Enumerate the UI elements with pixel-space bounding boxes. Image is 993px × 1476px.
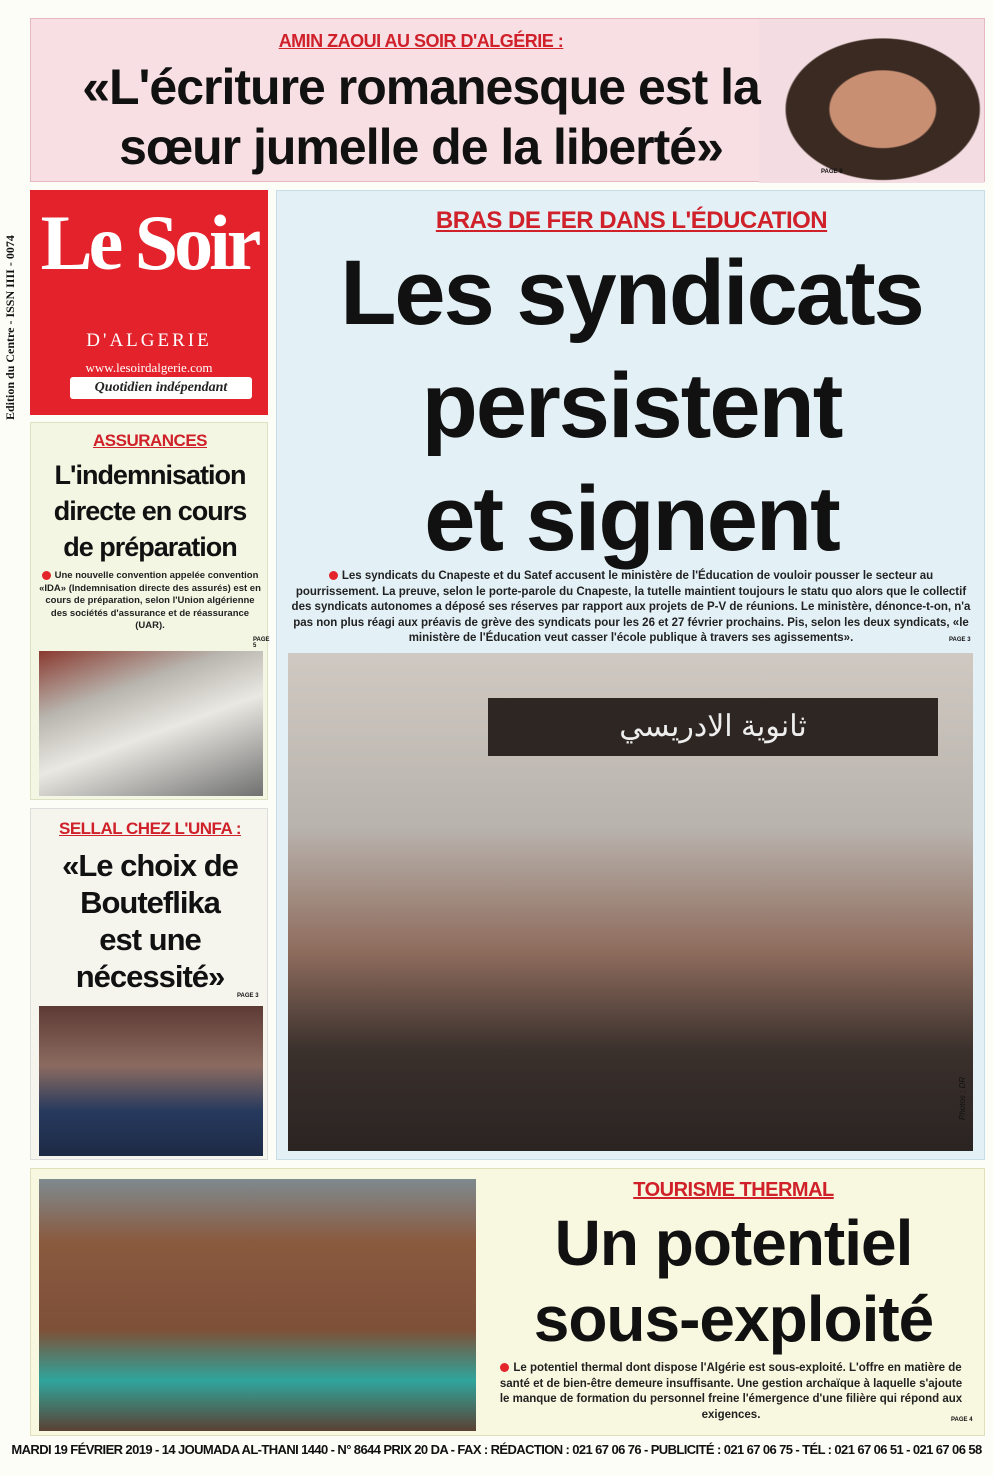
bullet-icon [42,571,51,580]
thermal-headline [481,1205,986,1357]
page-ref: PAGE 3 [237,993,259,999]
sellal-headline [31,847,269,995]
website-url[interactable]: www.lesoirdalgerie.com [85,360,213,375]
thermal-bath-photo [39,1179,476,1431]
headline-line: et signent [424,468,839,570]
headline-line: persistent [421,355,842,457]
top-story-headline-1: «L'écriture romanesque est la [82,59,760,115]
bullet-icon [329,571,338,580]
headline-line: est une [99,922,201,957]
assurances-summary: Une nouvelle convention appelée convention «IDA» (Indemnisation directe des assurés) est en cours de préparation, selon l'Union algérienne des sociétés d'assurance et de réassurance (UAR). [39,570,261,631]
sellal-story[interactable] [30,808,268,1160]
main-story-kicker: BRAS DE FER DANS L'ÉDUCATION [435,207,828,234]
logo-title: Le Soir [40,199,258,286]
page-ref: PAGE 9 [821,169,843,175]
sellal-kicker: SELLAL CHEZ L'UNFA : [59,819,241,838]
top-story-banner[interactable] [30,18,985,182]
main-story[interactable] [276,190,985,1160]
thermal-story[interactable] [30,1168,985,1436]
headline-line: L'indemnisation [54,460,246,490]
masthead-logo[interactable] [30,190,268,415]
main-story-summary: Les syndicats du Cnapeste et du Satef accusent le ministère de l'Éducation de vouloir pousser le secteur au pourrissement. La preuve, selon le porte-parole du Cnapeste, la tutelle maintient toujours le statu quo alors que le collectif des syndicats autonomes a déposé ses réserves par rapport aux projets de P-V de réunions. Le ministère, dénonce-t-on, n'a pas non plus réagi aux préavis de grève des syndicats pour les 26 et 27 février prochains. Pis, selon les deux syndicats, «le ministère de l'Éducation veut casser l'école publique à travers ses agissements». [291,570,971,644]
page-ref: PAGE 5 [253,637,270,649]
headline-line: Bouteflika [80,885,220,920]
assurances-headline [31,457,269,565]
page-ref: PAGE 3 [949,637,971,643]
headline-line: sous-exploité [533,1283,934,1355]
assurances-story[interactable] [30,422,268,800]
headline-line: directe en cours [53,496,247,526]
tagline: Quotidien indépendant [70,377,252,399]
edition-info: Edition du Centre - ISSN IIII - 0074 [3,235,17,420]
headline-line: Un potentiel [554,1207,913,1279]
headline-line: «Le choix de [62,848,238,883]
top-story-headline-2: sœur jumelle de la liberté» [119,119,723,175]
headline-line: Les syndicats [340,242,923,344]
accident-photo [39,651,263,796]
protest-photo [288,653,973,1151]
sellal-photo [39,1006,263,1156]
assurances-kicker: ASSURANCES [92,431,208,450]
headline-line: de préparation [63,532,237,562]
footer-info: MARDI 19 FÉVRIER 2019 - 14 JOUMADA AL-THANI 1440 - N° 8644 PRIX 20 DA - FAX : RÉDACTION : 021 67 06 76 - PUBLICITÉ : 021 67 06 75 - TÉL : 021 67 06 51 - 021 67 06 58 [11,1442,982,1457]
school-sign: ثانوية الادريسي [488,698,938,756]
bullet-icon [500,1363,509,1372]
photo-credit: Photos : DR [958,1076,967,1120]
main-story-headline [277,237,986,576]
logo-subtitle: D'ALGERIE [86,330,212,351]
top-story-kicker: AMIN ZAOUI AU SOIR D'ALGÉRIE : [278,31,564,51]
headline-line: nécessité» [75,959,225,994]
page-ref: PAGE 4 [951,1417,973,1423]
thermal-summary: Le potentiel thermal dont dispose l'Algérie est sous-exploité. L'offre en matière de santé et de bien-être demeure insuffisante. Une gestion archaïque à laquelle s'ajoute le manque de formation du personnel freine l'émergence d'une filière qui répond aux exigences. [499,1362,963,1421]
thermal-kicker: TOURISME THERMAL [633,1179,834,1201]
